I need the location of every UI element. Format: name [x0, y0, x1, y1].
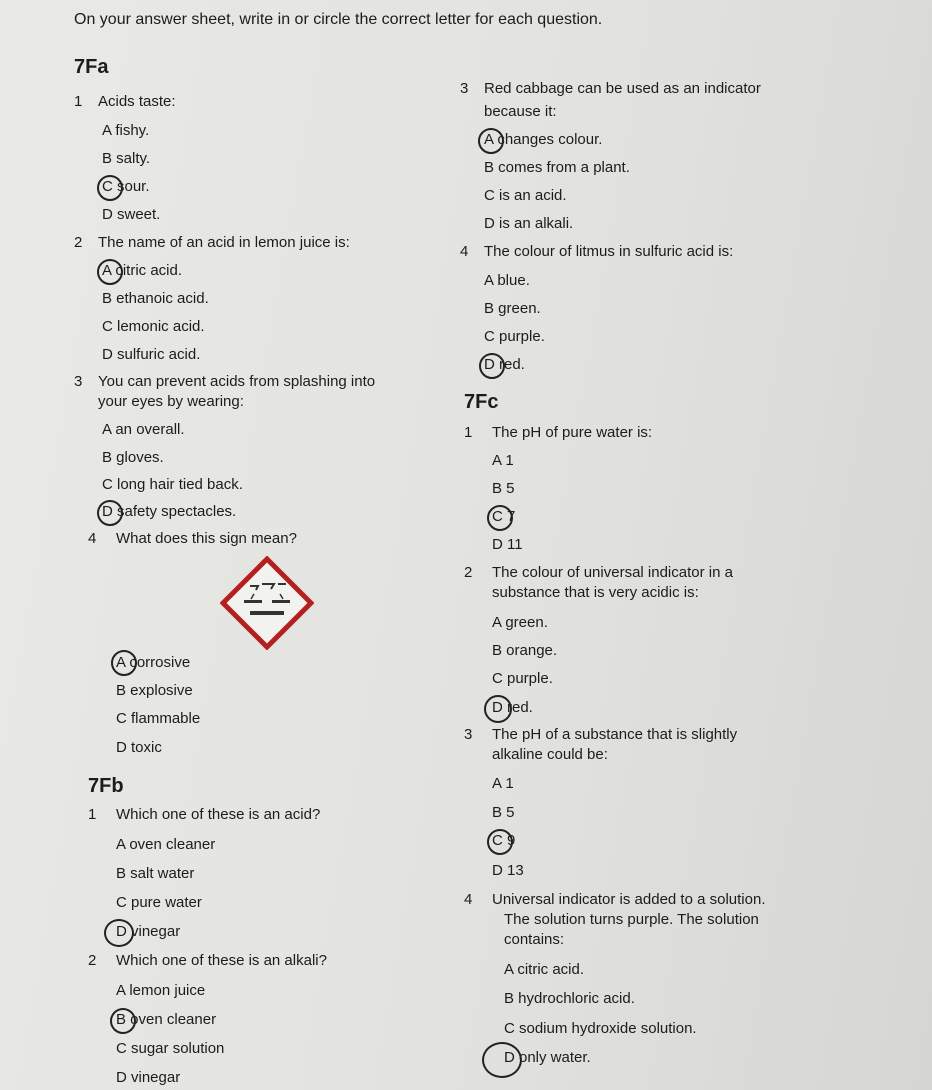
fa-q1-option-c: C sour. [102, 178, 150, 195]
fa-q4-number: 4 [88, 530, 97, 547]
fa-q4r-question: The colour of litmus in sulfuric acid is: [484, 243, 734, 260]
fc-q1-question: The pH of pure water is: [492, 424, 653, 441]
answer-circle-mark [487, 829, 516, 855]
fa-q3r-option-d: D is an alkali. [484, 215, 574, 232]
fc-q1-number: 1 [464, 424, 473, 441]
fc-q4-option-d: D only water. [504, 1049, 591, 1066]
fc-q4-question-line2: The solution turns purple. The solution [504, 911, 759, 928]
fb-q1-option-c: C pure water [116, 894, 202, 911]
heading-7fa: 7Fa [74, 56, 109, 78]
fa-q3-question-line2: your eyes by wearing: [98, 393, 244, 410]
fc-q2-option-a: A green. [492, 614, 548, 631]
fa-q4r-option-d: D red. [484, 356, 525, 373]
fb-q1-option-a: A oven cleaner [116, 836, 216, 853]
fc-q1-option-d: D 11 [492, 536, 523, 553]
fa-q3-option-b: B gloves. [102, 449, 164, 466]
fa-q4-option-a: A corrosive [116, 654, 191, 671]
fb-q1-question: Which one of these is an acid? [116, 806, 321, 823]
answer-circle-mark [482, 1042, 522, 1078]
answer-circle-mark [97, 175, 123, 201]
fa-q3-option-a: A an overall. [102, 421, 185, 438]
fa-q3r-option-a: A changes colour. [484, 131, 603, 148]
answer-circle-mark [479, 353, 505, 379]
instruction-text: On your answer sheet, write in or circle the correct letter for each question. [74, 11, 603, 28]
fa-q2-option-a: A citric acid. [102, 262, 183, 279]
fa-q4r-number: 4 [460, 243, 469, 260]
answer-circle-mark [110, 1008, 136, 1034]
fb-q1-option-b: B salt water [116, 865, 195, 882]
fa-q3-question-line1: You can prevent acids from splashing into [98, 373, 376, 390]
corrosive-hazard-icon [220, 556, 314, 650]
fa-q1-option-a: A fishy. [102, 122, 150, 139]
fa-q3-option-c: C long hair tied back. [102, 476, 243, 493]
fa-q4r-option-c: C purple. [484, 328, 545, 345]
heading-7fc: 7Fc [464, 391, 499, 413]
fa-q4-option-b: B explosive [116, 682, 193, 699]
fc-q2-option-c: C purple. [492, 670, 553, 687]
fa-q4-option-c: C flammable [116, 710, 201, 727]
fa-q4-question: What does this sign mean? [116, 530, 297, 547]
fc-q4-question-line3: contains: [504, 931, 565, 948]
fb-q2-option-b: B oven cleaner [116, 1011, 217, 1028]
fc-q2-option-b: B orange. [492, 642, 558, 659]
fc-q4-option-a: A citric acid. [504, 961, 585, 978]
fa-q4r-option-a: A blue. [484, 272, 530, 289]
answer-circle-mark [104, 919, 134, 947]
fa-q4r-option-b: B green. [484, 300, 541, 317]
fa-q3-number: 3 [74, 373, 83, 390]
fa-q1-option-d: D sweet. [102, 206, 161, 223]
fa-q1-option-b: B salty. [102, 150, 151, 167]
fb-q2-option-c: C sugar solution [116, 1040, 225, 1057]
answer-circle-mark [111, 650, 137, 676]
fc-q1-option-b: B 5 [492, 480, 515, 497]
fa-q2-option-d: D sulfuric acid. [102, 346, 201, 363]
fa-q2-question: The name of an acid in lemon juice is: [98, 234, 350, 251]
fa-q3r-number: 3 [460, 80, 469, 97]
fc-q2-option-d: D red. [492, 699, 533, 716]
fb-q2-number: 2 [88, 952, 97, 969]
fa-q3r-option-c: C is an acid. [484, 187, 567, 204]
fc-q3-option-c: C 9 [492, 832, 516, 849]
answer-circle-mark [97, 500, 123, 526]
answer-circle-mark [484, 695, 512, 723]
fa-q3r-question-line1: Red cabbage can be used as an indicator [484, 80, 761, 97]
answer-circle-mark [478, 128, 504, 154]
fb-q2-question: Which one of these is an alkali? [116, 952, 327, 969]
fc-q3-number: 3 [464, 726, 473, 743]
fc-q3-question-line2: alkaline could be: [492, 746, 608, 763]
fa-q4-option-d: D toxic [116, 739, 162, 756]
fc-q4-option-b: B hydrochloric acid. [504, 990, 635, 1007]
fb-q1-number: 1 [88, 806, 97, 823]
fa-q3-option-d: D safety spectacles. [102, 503, 237, 520]
fa-q2-number: 2 [74, 234, 83, 251]
fa-q1-number: 1 [74, 93, 83, 110]
fc-q4-question-line1: Universal indicator is added to a solution. [492, 891, 766, 908]
fc-q3-option-d: D 13 [492, 862, 524, 879]
fb-q2-option-a: A lemon juice [116, 982, 206, 999]
fc-q4-option-c: C sodium hydroxide solution. [504, 1020, 697, 1037]
fb-q1-option-d: D vinegar [116, 923, 181, 940]
fb-q2-option-d: D vinegar [116, 1069, 181, 1086]
fc-q1-option-c: C 7 [492, 508, 516, 525]
answer-circle-mark [97, 259, 123, 285]
answer-circle-mark [487, 505, 516, 531]
fc-q3-question-line1: The pH of a substance that is slightly [492, 726, 738, 743]
fc-q2-question-line2: substance that is very acidic is: [492, 584, 699, 601]
fa-q2-option-b: B ethanoic acid. [102, 290, 209, 307]
fa-q1-question: Acids taste: [98, 93, 176, 110]
fa-q2-option-c: C lemonic acid. [102, 318, 205, 335]
fc-q3-option-a: A 1 [492, 775, 514, 792]
fc-q4-number: 4 [464, 891, 473, 908]
fa-q3r-option-b: B comes from a plant. [484, 159, 630, 176]
fc-q2-number: 2 [464, 564, 473, 581]
fc-q1-option-a: A 1 [492, 452, 514, 469]
heading-7fb: 7Fb [88, 775, 124, 797]
fc-q2-question-line1: The colour of universal indicator in a [492, 564, 733, 581]
fa-q3r-question-line2: because it: [484, 103, 557, 120]
fc-q3-option-b: B 5 [492, 804, 515, 821]
